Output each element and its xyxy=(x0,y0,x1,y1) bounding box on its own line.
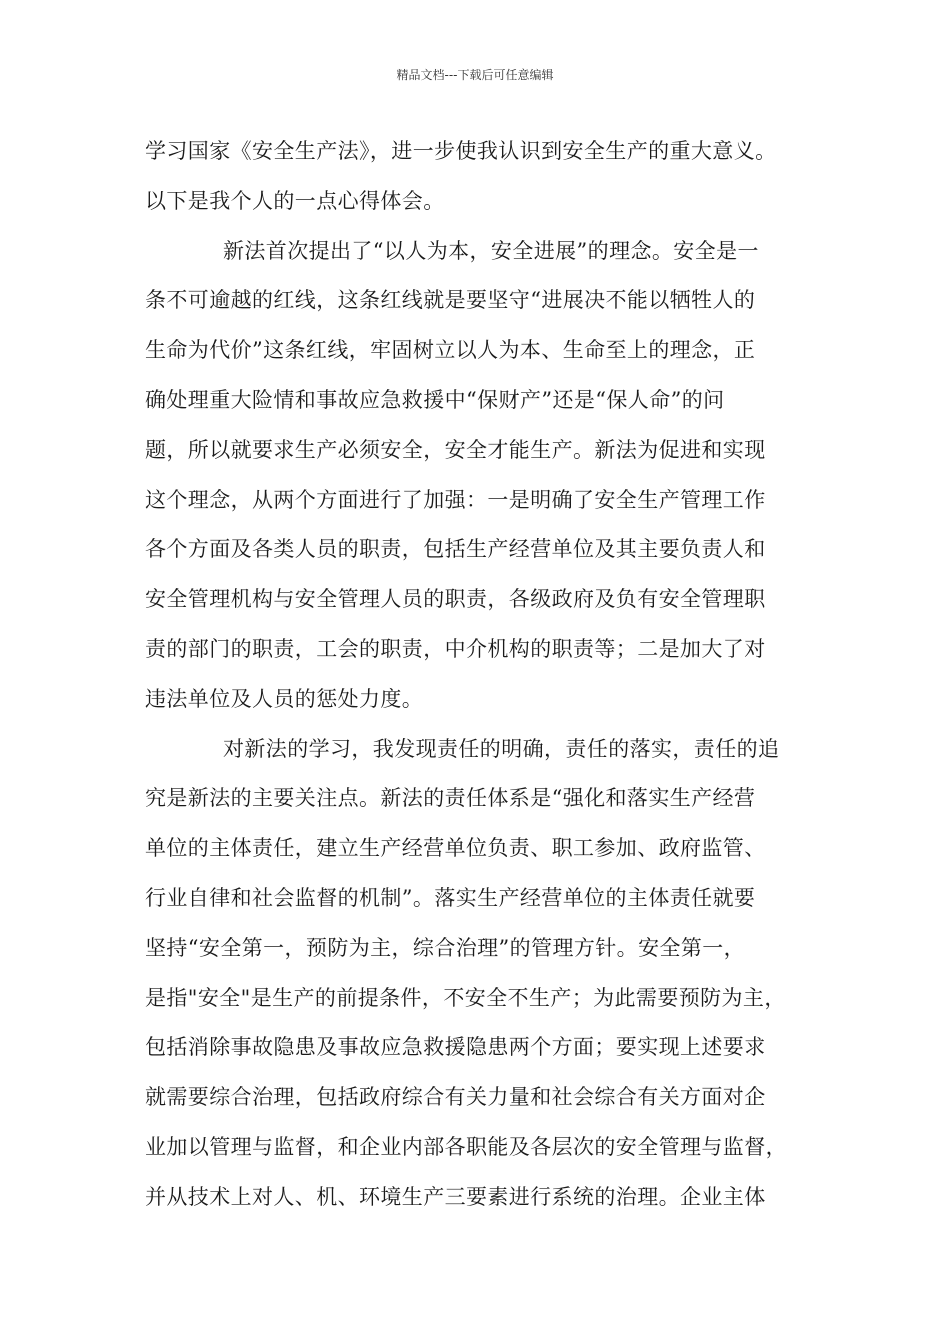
text-line: 对新法的学习，我发现责任的明确，责任的落实，责任的追 xyxy=(223,736,780,761)
document-body xyxy=(145,127,807,1223)
text-line: 生命为代价”这条红线，牢固树立以人为本、生命至上的理念，正 xyxy=(145,338,756,363)
text-line: 安全管理机构与安全管理人员的职责，各级政府及负有安全管理职 xyxy=(145,587,766,612)
text-line: 新法首次提出了“以人为本，安全进展”的理念。安全是一 xyxy=(223,238,759,263)
paragraph-3 xyxy=(145,725,807,1223)
text-line: 题，所以就要求生产必须安全，安全才能生产。新法为促进和实现 xyxy=(145,437,766,462)
text-line: 违法单位及人员的惩处力度。 xyxy=(145,686,424,711)
text-line: 各个方面及各类人员的职责，包括生产经营单位及其主要负责人和 xyxy=(145,537,766,562)
text-line: 行业自律和社会监督的机制”。落实生产经营单位的主体责任就要 xyxy=(145,885,756,910)
text-line: 学习国家《安全生产法》，进一步使我认识到安全生产的重大意义。 xyxy=(145,139,777,163)
text-line: 这个理念，从两个方面进行了加强：一是明确了安全生产管理工作 xyxy=(145,487,766,512)
text-line: 确处理重大险情和事故应急救援中“保财产”还是“保人命”的问 xyxy=(145,387,725,412)
page-header: 精品文档---下载后可任意编辑 xyxy=(396,68,554,82)
text-line: 业加以管理与监督，和企业内部各职能及各层次的安全管理与监督， xyxy=(145,1134,787,1159)
text-line: 条不可逾越的红线，这条红线就是要坚守“进展决不能以牺牲人的 xyxy=(145,288,756,313)
text-line: 并从技术上对人、机、环境生产三要素进行系统的治理。企业主体 xyxy=(145,1184,766,1209)
paragraph-1 xyxy=(145,127,807,227)
text-line: 包括消除事故隐患及事故应急救援隐患两个方面；要实现上述要求 xyxy=(145,1035,766,1060)
paragraph-2 xyxy=(145,227,807,725)
text-line: 以下是我个人的一点心得体会。 xyxy=(145,188,445,213)
text-line: 单位的主体责任，建立生产经营单位负责、职工参加、政府监管、 xyxy=(145,836,766,861)
text-line: 责的部门的职责，工会的职责，中介机构的职责等；二是加大了对 xyxy=(145,636,766,661)
text-line: 坚持“安全第一，预防为主，综合治理”的管理方针。安全第一， xyxy=(145,935,746,960)
text-line: 就需要综合治理，包括政府综合有关力量和社会综合有关方面对企 xyxy=(145,1085,766,1110)
text-line: 究是新法的主要关注点。新法的责任体系是“强化和落实生产经营 xyxy=(145,786,756,811)
text-line: 是指"安全"是生产的前提条件，不安全不生产；为此需要预防为主， xyxy=(145,985,786,1010)
